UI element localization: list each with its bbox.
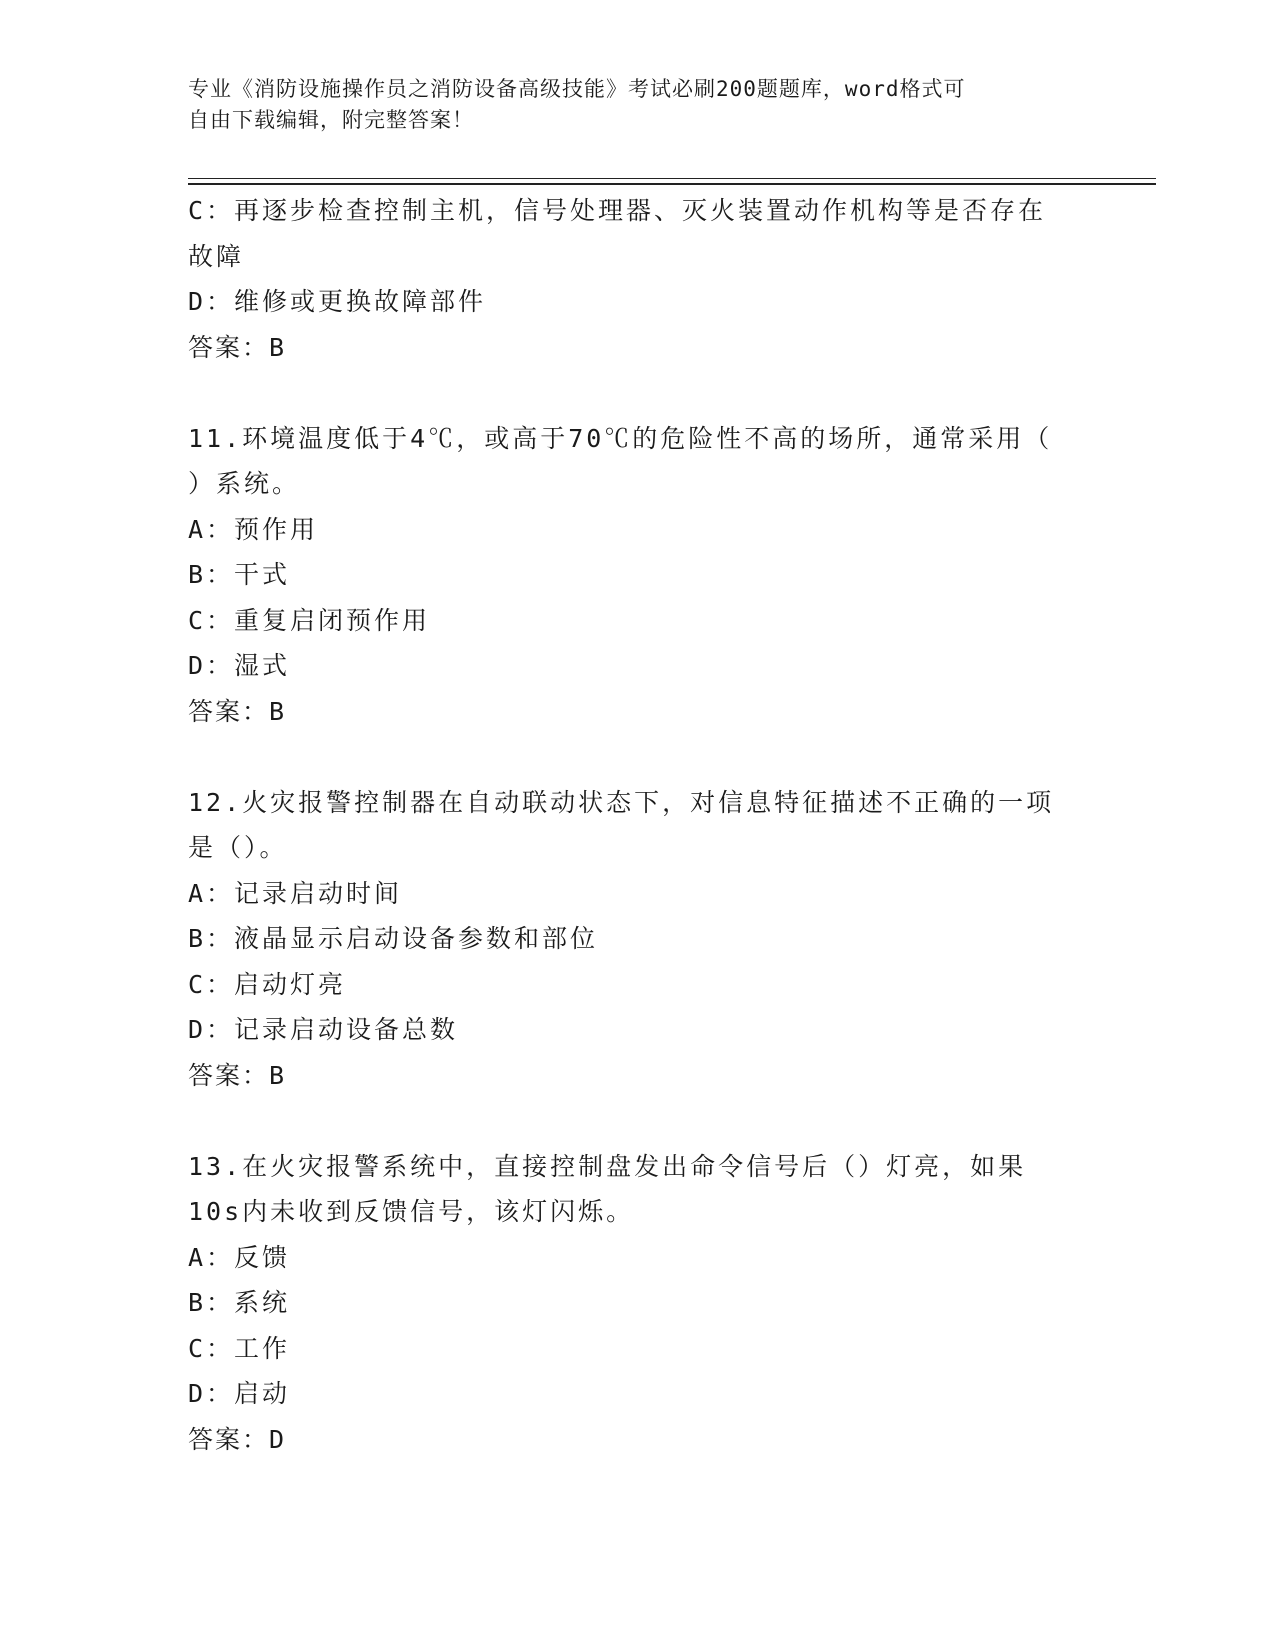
- question-12: [188, 780, 1088, 1099]
- question-text-continued: 是（）。: [188, 833, 288, 862]
- question-13: [188, 1144, 1088, 1463]
- option-c-continued: 故障: [188, 241, 245, 271]
- answer-line: 答案：B: [188, 332, 287, 362]
- option-d: D：启动: [188, 1379, 291, 1408]
- answer-line: 答案：B: [188, 1060, 287, 1090]
- option-c: C：重复启闭预作用: [188, 605, 431, 635]
- question-list: [188, 188, 1088, 1462]
- question-text: 13.在火灾报警系统中，直接控制盘发出命令信号后（）灯亮，如果: [188, 1151, 1027, 1181]
- question-text-continued: 10s内未收到反馈信号，该灯闪烁。: [188, 1197, 635, 1226]
- question-text: 11.环境温度低于4℃，或高于70℃的危险性不高的场所，通常采用（: [188, 423, 1053, 453]
- option-a: A：预作用: [188, 514, 319, 544]
- option-c: C：再逐步检查控制主机，信号处理器、灭火装置动作机构等是否存在: [188, 196, 1047, 225]
- option-d: D：记录启动设备总数: [188, 1015, 459, 1044]
- header-divider-thick: [188, 183, 1156, 185]
- option-c: C：启动灯亮: [188, 969, 347, 999]
- option-b: B：液晶显示启动设备参数和部位: [188, 924, 599, 953]
- answer-line: 答案：D: [188, 1424, 287, 1454]
- carryover-question: [188, 188, 1088, 370]
- header-line-1: 专业《消防设施操作员之消防设备高级技能》考试必刷200题题库，word格式可: [188, 77, 966, 101]
- spacer: [188, 1098, 1088, 1144]
- document-header: [188, 74, 1068, 136]
- option-a: A：反馈: [188, 1242, 291, 1272]
- header-divider-thin: [188, 178, 1156, 179]
- spacer: [188, 370, 1088, 416]
- option-d: D：湿式: [188, 651, 291, 680]
- question-text: 12.火灾报警控制器在自动联动状态下，对信息特征描述不正确的一项: [188, 787, 1055, 817]
- option-b: B：系统: [188, 1288, 291, 1317]
- question-11: [188, 416, 1088, 735]
- option-c: C：工作: [188, 1333, 291, 1363]
- question-text-continued: ）系统。: [188, 469, 301, 498]
- option-a: A：记录启动时间: [188, 878, 403, 908]
- header-line-2: 自由下载编辑，附完整答案！: [188, 108, 474, 132]
- option-b: B：干式: [188, 560, 291, 589]
- spacer: [188, 734, 1088, 780]
- answer-line: 答案：B: [188, 696, 287, 726]
- option-d: D：维修或更换故障部件: [188, 287, 487, 316]
